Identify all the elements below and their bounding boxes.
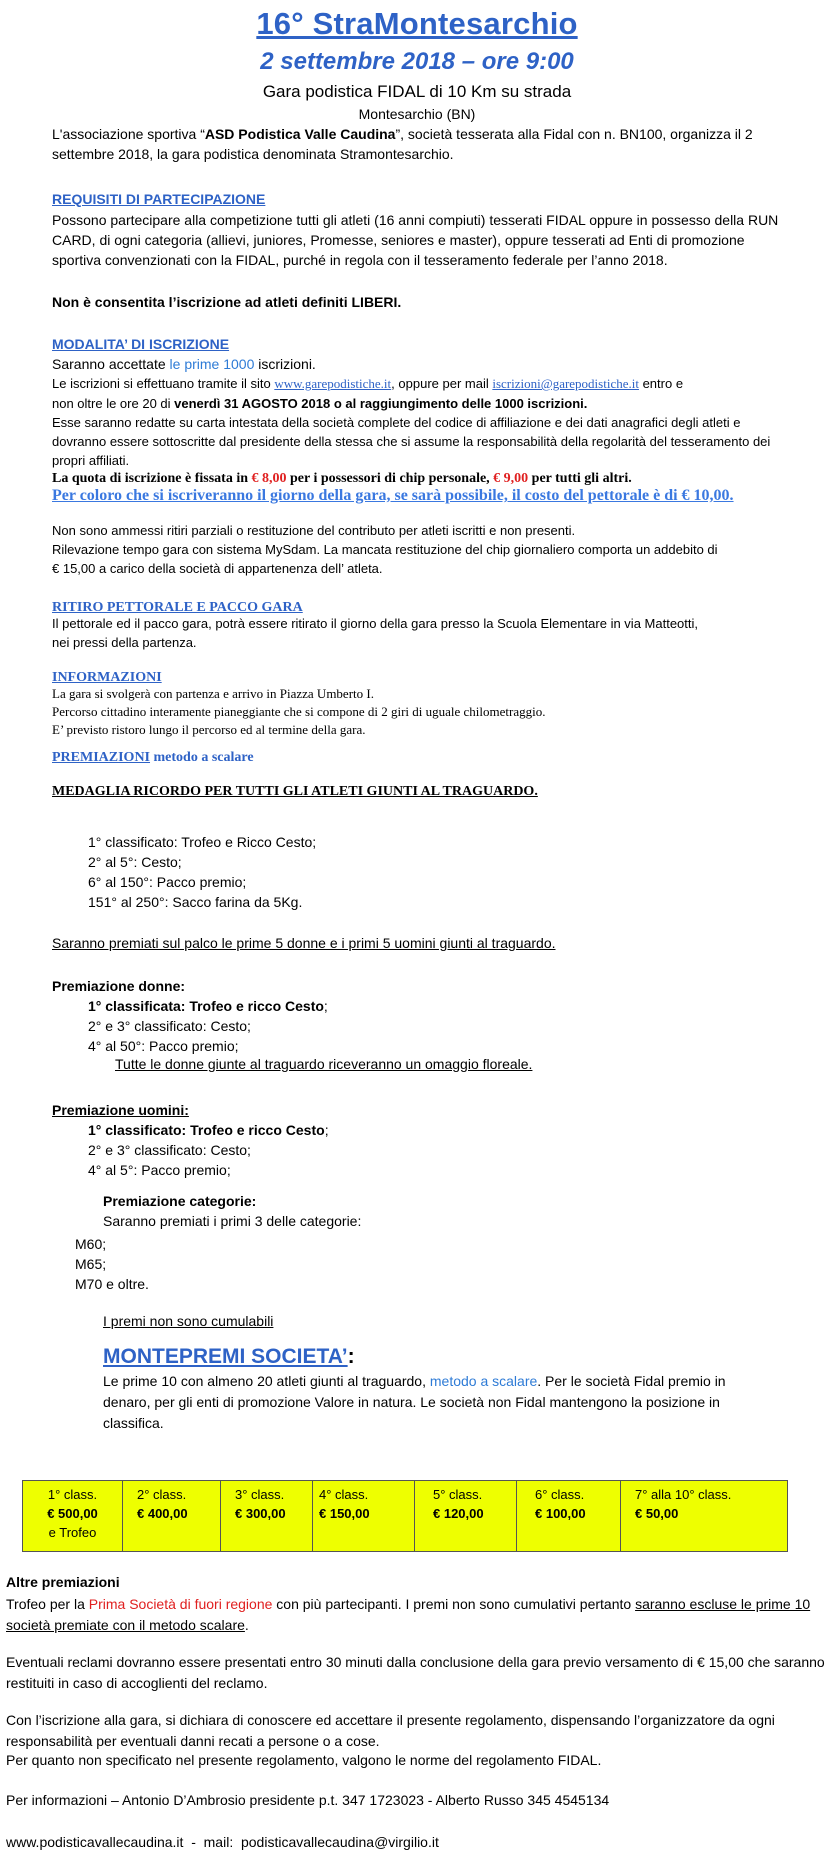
prize-cell <box>517 1481 621 1551</box>
altre-text <box>6 1594 828 1636</box>
line3-bold: venerdì 31 AGOSTO 2018 o al raggiungimento delle 1000 iscrizioni. <box>174 396 588 411</box>
intro-paragraph <box>52 124 782 164</box>
altre-mid: con più partecipanti. I premi non sono cumulativi pertanto <box>272 1596 636 1612</box>
prize-cell-amount: € 50,00 <box>635 1506 679 1521</box>
ritiri-note: Non sono ammessi ritiri parziali o restituzione del contributo per atleti iscritti e non presenti. <box>52 523 576 538</box>
prize-cell <box>313 1481 415 1551</box>
uomini-item-1-bold: 1° classificato: Trofeo e ricco Cesto <box>88 1122 325 1138</box>
montepremi-heading-text: MONTEPREMI SOCIETA’ <box>103 1345 348 1368</box>
info-line1: La gara si svolgerà con partenza e arrivo in Piazza Umberto I. <box>52 686 374 701</box>
day-note: Per coloro che si iscriveranno il giorno della gara, se sarà possibile, il costo del pettorale è di € 10,00. <box>52 487 734 504</box>
prize-cell-amount: € 100,00 <box>535 1506 586 1521</box>
categoria-item: M65; <box>75 1256 107 1272</box>
modalita-accept <box>52 354 782 374</box>
prize-cell <box>415 1481 517 1551</box>
prize-item: 2° al 5°: Cesto; <box>88 854 182 870</box>
ritiro-line1: Il pettorale ed il pacco gara, potrà essere ritirato il giorno della gara presso la Scuola Elementare in via Matteotti, <box>52 616 699 631</box>
prize-item: 1° classificato: Trofeo e Ricco Cesto; <box>88 834 317 850</box>
requisiti-heading <box>52 189 782 209</box>
quota-price1: € 8,00 <box>251 471 287 486</box>
info-heading-text: INFORMAZIONI <box>52 670 162 685</box>
prize-cell <box>621 1481 787 1551</box>
prize-cell <box>221 1481 313 1551</box>
intro-post: ”, società tesserata alla Fidal con n. BN100, organizza il 2 settembre 2018, la gara podistica denominata Stramontesarchio. <box>52 126 753 162</box>
altre-highlight: Prima Società di fuori regione <box>88 1596 273 1612</box>
premiazioni-heading-text: PREMIAZIONI <box>52 750 151 765</box>
line2-pre: Le iscrizioni si effettuano tramite il sito <box>52 376 275 391</box>
event-place: Montesarchio (BN) <box>358 106 476 122</box>
montepremi-highlight: metodo a scalare <box>429 1373 538 1389</box>
prize-cell-label: 7° alla 10° class. <box>635 1487 732 1502</box>
prize-cell-amount: € 300,00 <box>235 1506 286 1521</box>
site-link[interactable]: www.garepodistiche.it <box>274 376 392 391</box>
requisiti-heading-text: REQUISITI DI PARTECIPAZIONE <box>52 191 266 207</box>
uomini-item-1-tail: ; <box>324 1122 329 1138</box>
requisiti-note: Non è consentita l’iscrizione ad atleti definiti LIBERI. <box>52 294 402 310</box>
modalita-line3 <box>52 394 782 413</box>
donne-list <box>88 996 328 1056</box>
modalita-heading-text: MODALITA’ DI ISCRIZIONE <box>52 336 230 352</box>
prize-cell-amount: € 500,00 <box>47 1506 98 1521</box>
accept-highlight: le prime 1000 <box>169 356 255 372</box>
modalita-heading <box>52 334 782 354</box>
prize-cell-label: 5° class. <box>433 1487 483 1502</box>
prize-cell-label: 3° class. <box>235 1487 285 1502</box>
reclami-text: Eventuali reclami dovranno essere presentati entro 30 minuti dalla conclusione della gara previo versamento di € 15,00 che saranno restituiti in caso di accoglienti del reclamo. <box>6 1654 825 1691</box>
montepremi-table <box>22 1480 788 1552</box>
quota-price2: € 9,00 <box>493 471 529 486</box>
donne-item-1-tail: ; <box>323 998 328 1014</box>
uomini-heading: Premiazione uomini: <box>52 1102 189 1118</box>
event-date: 2 settembre 2018 – ore 9:00 <box>260 48 574 75</box>
line2-post: entro e <box>638 376 684 391</box>
modalita-line4: Esse saranno redatte su carta intestata della società complete del codice di affiliazione e dei dati anagrafici degli atleti e dovranno essere sottoscritte dal presidente della stessa che si assume la responsabilità della regolarità del tesseramento dei propri affiliati. <box>52 415 771 468</box>
montepremi-pre: Le prime 10 con almeno 20 atleti giunti al traguardo, <box>103 1373 430 1389</box>
prize-cell-label: 6° class. <box>535 1487 585 1502</box>
requisiti-text: Possono partecipare alla competizione tutti gli atleti (16 anni compiuti) tesserati FIDAL oppure in possesso della RUN CARD, di ogni categoria (allievi, juniores, Promesse, seniores e master), oppure tesserati ad Enti di promozione sportiva convenzionati con la FIDAL, purché in regola con il tesseramento federale per l’anno 2018. <box>52 212 779 268</box>
donne-heading: Premiazione donne: <box>52 978 186 994</box>
chip-line2: € 15,00 a carico della società di appartenenza dell’ atleta. <box>52 561 383 576</box>
ritiro-line2: nei pressi della partenza. <box>52 635 197 650</box>
quota-mid: per i possessori di chip personale, <box>286 471 494 486</box>
categoria-item: M60; <box>75 1236 107 1252</box>
altre-pre: Trofeo per la <box>6 1596 89 1612</box>
donne-item-1-bold: 1° classificata: Trofeo e ricco Cesto <box>88 998 324 1014</box>
prize-cell <box>123 1481 221 1551</box>
categorie-heading: Premiazione categorie: <box>103 1193 257 1209</box>
prize-cell-amount: € 150,00 <box>319 1506 370 1521</box>
prize-cell-amount: € 120,00 <box>433 1506 484 1521</box>
line2-mid: , oppure per mail <box>391 376 493 391</box>
prize-cell-label: 1° class. <box>47 1487 98 1502</box>
accept-pre: Saranno accettate <box>52 356 170 372</box>
montepremi-colon: : <box>347 1345 355 1368</box>
info-line2: Percorso cittadino interamente pianeggiante che si compone di 2 giri di uguale chilometraggio. <box>52 704 546 719</box>
line3-pre: non oltre le ore 20 di <box>52 396 175 411</box>
info-line3: E’ previsto ristoro lungo il percorso ed al termine della gara. <box>52 722 366 737</box>
fidal-note: Per quanto non specificato nel presente regolamento, valgono le norme del regolamento FIDAL. <box>6 1752 602 1768</box>
intro-pre: L'associazione sportiva “ <box>52 126 205 142</box>
montepremi-post: . Per le società Fidal premio in denaro, per gli enti di promozione Valore in natura. Le società non Fidal mantengono la posizione in classifica. <box>103 1373 726 1431</box>
medaglia-note: MEDAGLIA RICORDO PER TUTTI GLI ATLETI GIUNTI AL TRAGUARDO. <box>52 784 538 799</box>
iscrizione-text: Con l’iscrizione alla gara, si dichiara di conoscere ed accettare il presente regolamento, dispensando l’organizzatore da ogni responsabilità per eventuali danni recati a persone o a cose. <box>6 1712 775 1749</box>
categorie-text: Saranno premiati i primi 3 delle categorie: <box>103 1213 362 1229</box>
contatti: Per informazioni – Antonio D’Ambrosio presidente p.t. 347 1723023 - Alberto Russo 345 4545134 <box>6 1792 610 1808</box>
categoria-item: M70 e oltre. <box>75 1276 149 1292</box>
altre-post: . <box>244 1617 249 1633</box>
prize-cell-extra: e Trofeo <box>48 1525 97 1540</box>
event-subtitle: Gara podistica FIDAL di 10 Km su strada <box>262 82 572 101</box>
premiazioni-heading <box>52 748 782 768</box>
prize-item: 151° al 250°: Sacco farina da 5Kg. <box>88 894 303 910</box>
prize-cell-label: 4° class. <box>319 1487 369 1502</box>
premiazioni-heading-suffix: metodo a scalare <box>150 750 254 765</box>
montepremi-text <box>103 1371 753 1434</box>
quota-post: per tutti gli altri. <box>528 471 632 486</box>
prize-cell-label: 2° class. <box>137 1487 187 1502</box>
quota-pre: La quota di iscrizione è fissata in <box>52 471 252 486</box>
non-cumulabili: I premi non sono cumulabili <box>103 1313 274 1329</box>
donne-item <box>88 996 328 1016</box>
mail-link[interactable]: iscrizioni@garepodistiche.it <box>492 376 639 391</box>
club-name: ASD Podistica Valle Caudina <box>204 126 396 142</box>
uomini-item: 2° e 3° classificato: Cesto; <box>88 1142 251 1158</box>
donne-note: Tutte le donne giunte al traguardo riceveranno un omaggio floreale. <box>115 1056 533 1072</box>
page-title: 16° StraMontesarchio <box>256 6 578 41</box>
altre-underlined: saranno escluse le prime 10 società premiate con il metodo scalare <box>6 1596 811 1633</box>
uomini-item: 4° al 5°: Pacco premio; <box>88 1162 231 1178</box>
chip-line1: Rilevazione tempo gara con sistema MySdam. La mancata restituzione del chip giornaliero comporta un addebito di <box>52 542 718 557</box>
prize-item: 6° al 150°: Pacco premio; <box>88 874 247 890</box>
accept-post: iscrizioni. <box>254 356 316 372</box>
ritiro-heading-text: RITIRO PETTORALE E PACCO GARA <box>52 600 303 615</box>
montepremi-heading <box>103 1345 355 1369</box>
modalita-line2 <box>52 374 782 393</box>
donne-item: 4° al 50°: Pacco premio; <box>88 1038 239 1054</box>
altre-heading: Altre premiazioni <box>6 1574 120 1590</box>
palco-note: Saranno premiati sul palco le prime 5 donne e i primi 5 uomini giunti al traguardo. <box>52 935 556 951</box>
donne-item: 2° e 3° classificato: Cesto; <box>88 1018 251 1034</box>
footer-contacts[interactable]: www.podisticavallecaudina.it - mail: podisticavallecaudina@virgilio.it <box>6 1834 439 1850</box>
uomini-item <box>88 1120 329 1140</box>
categorie-list <box>75 1234 149 1294</box>
prize-cell <box>23 1481 123 1551</box>
prize-list <box>88 832 316 912</box>
prize-cell-amount: € 400,00 <box>137 1506 188 1521</box>
uomini-list <box>88 1120 329 1180</box>
